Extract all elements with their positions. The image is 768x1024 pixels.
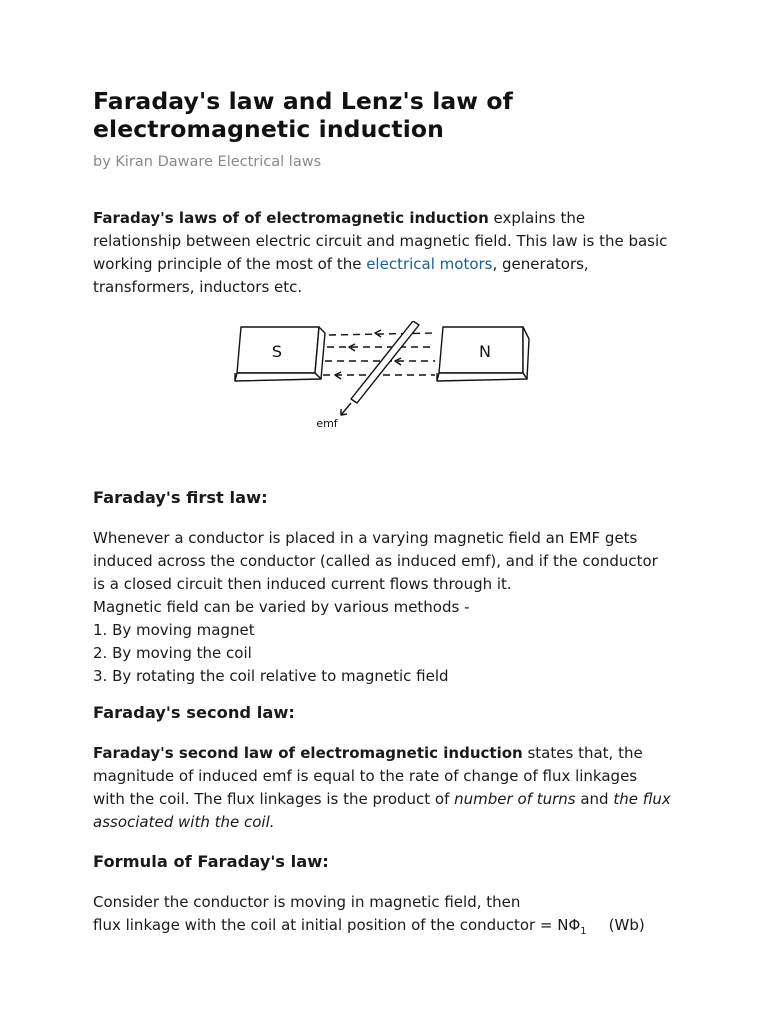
article: [93, 87, 673, 943]
first-law-paragraph: [93, 527, 673, 688]
north-magnet-label: N: [479, 342, 491, 361]
intro-text-2: , generators, transformers, inductors etc.: [93, 255, 589, 296]
first-law-heading: Faraday's first law:: [93, 488, 268, 507]
first-law-method-1: 1. By moving magnet: [93, 621, 255, 639]
second-law-italic-1: number of turns: [454, 790, 576, 808]
second-law-text-1: states that, the magnitude of induced emf is equal to the rate of change of flux linkages with the coil. The flux linkages is the product of: [93, 744, 643, 808]
second-law-heading: Faraday's second law:: [93, 703, 295, 722]
faraday-induction-diagram: [231, 321, 531, 433]
formula-line-2: flux linkage with the coil at initial position of the conductor = NΦ: [93, 916, 581, 934]
intro-paragraph: [93, 207, 673, 299]
article-byline: by Kiran Daware Electrical laws: [93, 154, 322, 170]
formula-line-1: Consider the conductor is moving in magnetic field, then: [93, 893, 521, 911]
intro-bold-lead: Faraday's laws of of electromagnetic induction: [93, 209, 489, 227]
article-title: Faraday's law and Lenz's law of electromagnetic induction: [93, 87, 513, 143]
first-law-method-2: 2. By moving the coil: [93, 644, 252, 662]
first-law-methods-intro: Magnetic field can be varied by various methods -: [93, 598, 470, 616]
formula-subscript: 1: [580, 926, 587, 937]
formula-unit: (Wb): [608, 916, 645, 934]
emf-arrow: [341, 403, 351, 415]
formula-heading: Formula of Faraday's law:: [93, 852, 329, 871]
south-magnet-label: S: [271, 342, 283, 361]
second-law-bold-lead: Faraday's second law of electromagnetic induction: [93, 744, 523, 762]
first-law-method-3: 3. By rotating the coil relative to magnetic field: [93, 667, 449, 685]
first-law-text: Whenever a conductor is placed in a varying magnetic field an EMF gets induced across the conductor (called as induced emf), and if the conductor is a closed circuit then induced current flows through it.: [93, 529, 658, 593]
second-law-text-2: and: [575, 790, 614, 808]
emf-label: emf: [316, 417, 338, 430]
intro-text-1: explains the relationship between electric circuit and magnetic field. This law is the basic working principle of the most of the: [93, 209, 668, 273]
formula-paragraph: [93, 891, 673, 943]
conductor-rod: [351, 321, 419, 403]
second-law-paragraph: [93, 742, 673, 834]
second-law-italic-2: the flux associated with the coil.: [93, 790, 671, 831]
electrical-motors-link[interactable]: electrical motors: [366, 255, 493, 273]
